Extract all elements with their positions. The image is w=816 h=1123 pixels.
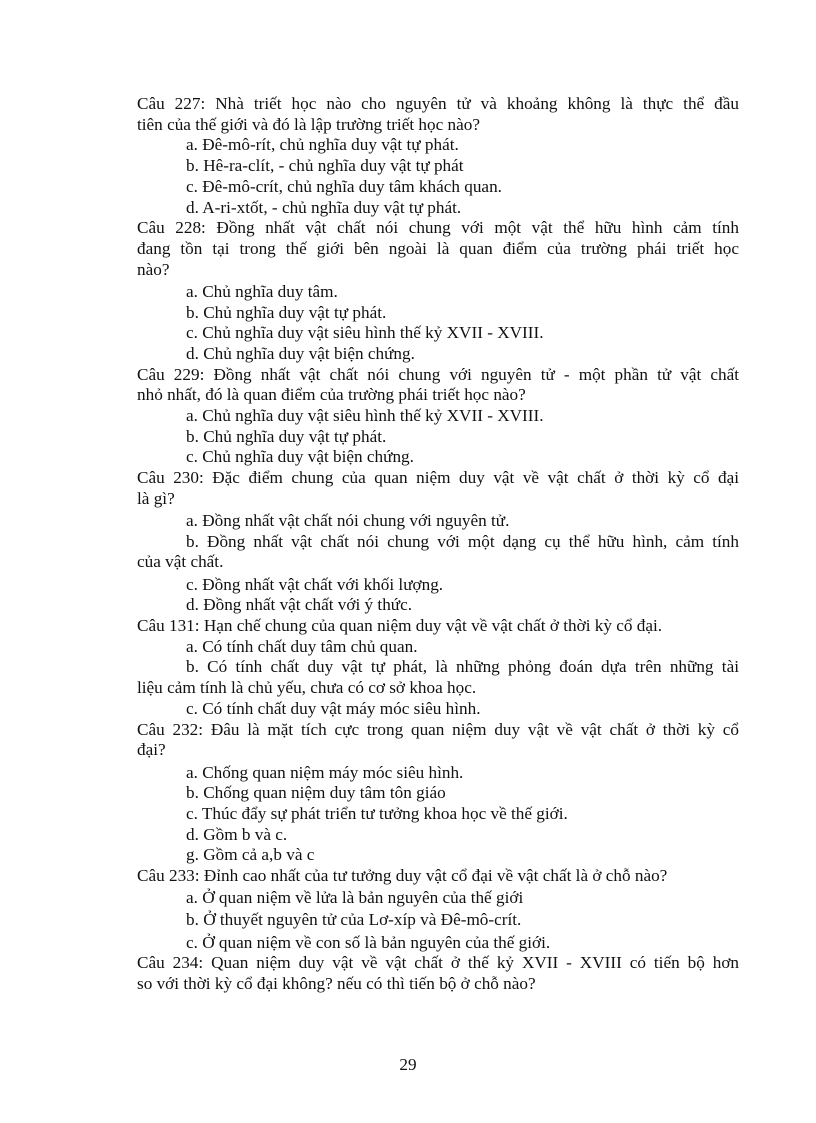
answer-228-a: a. Chủ nghĩa duy tâm.	[186, 281, 338, 301]
answer-232-b: b. Chống quan niệm duy tâm tôn giáo	[186, 783, 446, 803]
question-228	[137, 218, 739, 280]
question-232-line-2: đại?	[137, 740, 166, 760]
answer-227-d: d. A-ri-xtốt, - chủ nghĩa duy vật tự phát.	[186, 197, 462, 217]
answer-232-g: g. Gồm cả a,b và c	[186, 845, 315, 865]
answer-230-d: d. Đồng nhất vật chất với ý thức.	[186, 595, 413, 615]
answer-229-c: c. Chủ nghĩa duy vật biện chứng.	[186, 447, 414, 467]
answer-230-b-line-1: b. Đồng nhất vật chất nói chung với một dạng cụ thể hữu hình, cảm tính	[186, 531, 739, 551]
page-number: 29	[399, 1055, 417, 1074]
question-234	[137, 953, 739, 994]
answer-228-d: d. Chủ nghĩa duy vật biện chứng.	[186, 343, 415, 363]
question-230-line-1: Câu 230: Đặc điểm chung của quan niệm duy vật về vật chất ở thời kỳ cổ đại	[137, 468, 739, 488]
answer-228-b: b. Chủ nghĩa duy vật tự phát.	[186, 302, 387, 322]
question-230-line-2: là gì?	[137, 488, 175, 508]
answer-228-c: c. Chủ nghĩa duy vật siêu hình thế kỷ XVII - XVIII.	[186, 323, 544, 343]
answer-131-a: a. Có tính chất duy tâm chủ quan.	[186, 636, 418, 656]
question-228-line-3: nào?	[137, 259, 170, 279]
answer-227-a: a. Đê-mô-rít, chủ nghĩa duy vật tự phát.	[186, 135, 459, 155]
question-229-line-1: Câu 229: Đồng nhất vật chất nói chung với nguyên tử - một phần tử vật chất	[137, 364, 739, 384]
question-230	[137, 468, 739, 509]
answer-131-b-line-1: b. Có tính chất duy vật tự phát, là những phỏng đoán dựa trên những tài	[186, 657, 739, 677]
answer-131-b	[137, 657, 739, 698]
document-page-content	[137, 94, 739, 995]
question-131-line-1: Câu 131: Hạn chế chung của quan niệm duy vật về vật chất ở thời kỳ cổ đại.	[137, 616, 663, 636]
answer-232-a: a. Chống quan niệm máy móc siêu hình.	[186, 762, 464, 782]
answer-227-c: c. Đê-mô-crít, chủ nghĩa duy tâm khách quan.	[186, 176, 502, 196]
question-232-line-1: Câu 232: Đâu là mặt tích cực trong quan niệm duy vật về vật chất ở thời kỳ cổ	[137, 719, 739, 739]
answer-230-b-line-2: của vật chất.	[137, 552, 224, 572]
answer-233-a: a. Ở quan niệm về lửa là bản nguyên của thế giới	[186, 888, 524, 908]
question-228-line-1: Câu 228: Đồng nhất vật chất nói chung với một vật thể hữu hình cảm tính	[137, 218, 739, 238]
question-227	[137, 94, 739, 135]
answer-233-b: b. Ở thuyết nguyên tử của Lơ-xíp và Đê-mô-crít.	[186, 910, 522, 930]
question-233	[137, 866, 739, 887]
question-234-line-1: Câu 234: Quan niệm duy vật về vật chất ở thế kỷ XVII - XVIII có tiến bộ hơn	[137, 953, 739, 973]
question-233-line-1: Câu 233: Đỉnh cao nhất của tư tưởng duy vật cổ đại về vật chất là ở chỗ nào?	[137, 866, 668, 886]
question-131	[137, 616, 739, 637]
answer-229-b: b. Chủ nghĩa duy vật tự phát.	[186, 426, 387, 446]
answer-232-d: d. Gồm b và c.	[186, 824, 288, 844]
answer-233-c: c. Ở quan niệm về con số là bản nguyên của thế giới.	[186, 932, 551, 952]
question-234-line-2: so với thời kỳ cổ đại không? nếu có thì tiến bộ ở chỗ nào?	[137, 974, 536, 994]
question-228-line-2: đang tồn tại trong thế giới bên ngoài là quan điểm của trường phái triết học	[137, 238, 739, 258]
answer-131-b-line-2: liệu cảm tính là chủ yếu, chưa có cơ sở khoa học.	[137, 678, 477, 698]
answer-232-c: c. Thúc đẩy sự phát triển tư tưởng khoa học về thế giới.	[186, 803, 568, 823]
question-229	[137, 365, 739, 406]
question-227-line-2: tiên của thế giới và đó là lập trường triết học nào?	[137, 114, 480, 134]
answer-229-a: a. Chủ nghĩa duy vật siêu hình thế kỷ XVII - XVIII.	[186, 406, 544, 426]
answer-230-b	[137, 532, 739, 573]
question-232	[137, 720, 739, 761]
answer-230-a: a. Đồng nhất vật chất nói chung với nguyên tử.	[186, 511, 510, 531]
answer-230-c: c. Đồng nhất vật chất với khối lượng.	[186, 574, 444, 594]
question-229-line-2: nhỏ nhất, đó là quan điểm của trường phái triết học nào?	[137, 385, 526, 405]
answer-227-b: b. Hê-ra-clít, - chủ nghĩa duy vật tự phát	[186, 156, 464, 176]
question-227-line-1: Câu 227: Nhà triết học nào cho nguyên tử và khoảng không là thực thể đầu	[137, 94, 739, 113]
answer-131-c: c. Có tính chất duy vật máy móc siêu hình.	[186, 698, 481, 718]
